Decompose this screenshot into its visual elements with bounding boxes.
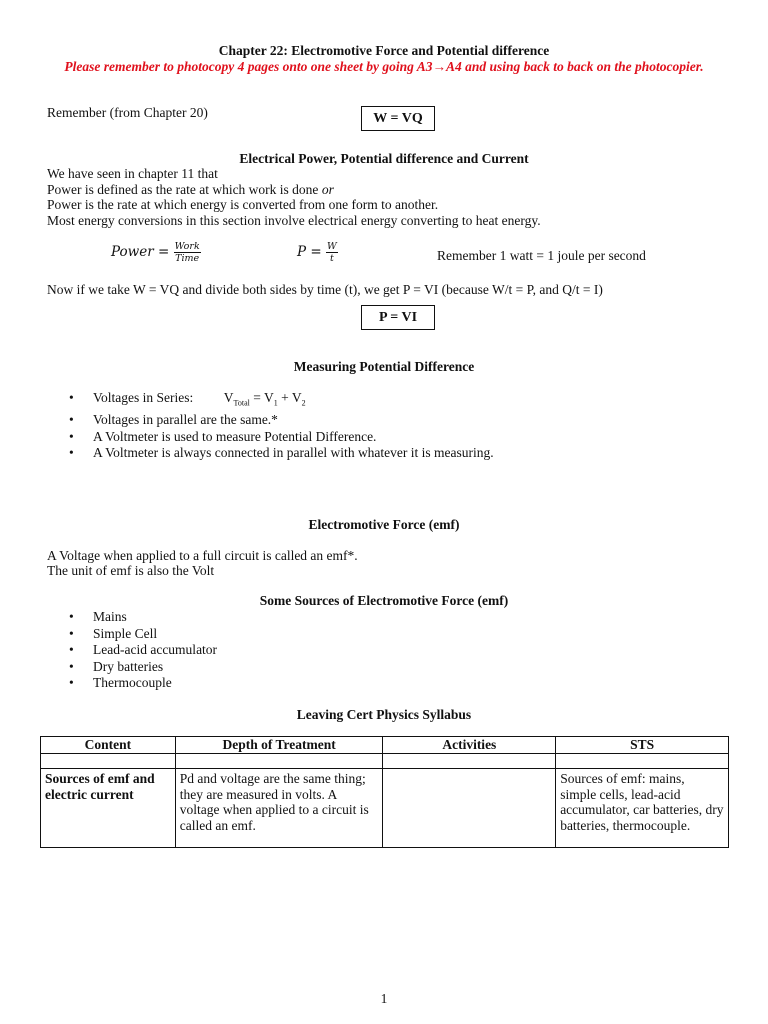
formula-box-pvi: P = VI [361, 305, 435, 330]
fraction-w-t [326, 241, 338, 264]
emf-line-1: A Voltage when applied to a full circuit is called an emf*. [47, 548, 358, 563]
fraction-denominator: t [329, 253, 334, 264]
header-content: Content [41, 737, 176, 754]
list-item [47, 390, 494, 412]
formula1-lhs: Power = [111, 244, 170, 260]
list-item: • Simple Cell [47, 626, 217, 643]
watt-note: Remember 1 watt = 1 joule per second [437, 248, 646, 263]
section-heading-sources: Some Sources of Electromotive Force (emf) [259, 593, 509, 608]
list-item: • Lead-acid accumulator [47, 642, 217, 659]
section-heading-measuring: Measuring Potential Difference [293, 359, 475, 374]
formula2-lhs: P = [297, 244, 322, 260]
cell-sts: Sources of emf: mains, simple cells, lead-acid accumulator, car batteries, dry batteries, thermocouple. [556, 769, 729, 848]
list-item: • A Voltmeter is used to measure Potential Difference. [47, 429, 494, 446]
series-label: Voltages in Series: [93, 390, 194, 405]
derivation-line: Now if we take W = VQ and divide both sides by time (t), we get P = VI (because W/t = P, and Q/t = I) [47, 282, 603, 297]
formula-p-w-t [297, 241, 338, 264]
fraction-denominator: Time [175, 253, 200, 264]
power-line-2 [47, 182, 334, 198]
list-item: • Thermocouple [47, 675, 217, 692]
page-number: 1 [380, 991, 388, 1006]
table-row [41, 769, 729, 848]
formula-power-work-time [111, 241, 201, 264]
list-item: • A Voltmeter is always connected in parallel with whatever it is measuring. [47, 445, 494, 462]
header-sts: STS [556, 737, 729, 754]
list-item: • Mains [47, 609, 217, 626]
cell-activities [383, 769, 556, 848]
section-heading-power: Electrical Power, Potential difference and Current [239, 151, 529, 166]
emf-line-2: The unit of emf is also the Volt [47, 563, 215, 578]
section-heading-syllabus: Leaving Cert Physics Syllabus [296, 707, 472, 722]
photocopy-notice: Please remember to photocopy 4 pages onto one sheet by going A3→A4 and using back to back on the photocopier. [64, 59, 704, 74]
table-header-row [41, 737, 729, 754]
power-definition-text: Power is defined as the rate at which work is done [47, 182, 319, 197]
power-line-1: We have seen in chapter 11 that [47, 166, 218, 181]
syllabus-table [40, 736, 729, 848]
formula-box-wvq: W = VQ [361, 106, 435, 131]
power-line-4: Most energy conversions in this section involve electrical energy converting to heat energy. [47, 213, 541, 228]
table-spacer-row [41, 754, 729, 769]
remember-line: Remember (from Chapter 20) [47, 105, 208, 120]
or-word: or [321, 182, 334, 197]
fraction-numerator: W [326, 241, 337, 252]
fraction-numerator: Work [174, 241, 200, 252]
series-equation: $V_{Total} = V_1 + V_2$ [223, 390, 306, 408]
cell-depth: Pd and voltage are the same thing; they are measured in volts. A voltage when applied to a circuit is called an emf. [175, 769, 383, 848]
fraction-work-time [174, 241, 201, 264]
chapter-title: Chapter 22: Electromotive Force and Potential difference [218, 43, 550, 58]
sources-bullet-list [47, 609, 217, 692]
header-activities: Activities [383, 737, 556, 754]
list-item: • Dry batteries [47, 659, 217, 676]
header-depth: Depth of Treatment [175, 737, 383, 754]
power-line-3: Power is the rate at which energy is converted from one form to another. [47, 197, 439, 212]
list-item: • Voltages in parallel are the same.* [47, 412, 494, 429]
measuring-bullet-list [47, 390, 494, 462]
section-heading-emf: Electromotive Force (emf) [308, 517, 460, 532]
cell-content: Sources of emf and electric current [41, 769, 176, 848]
